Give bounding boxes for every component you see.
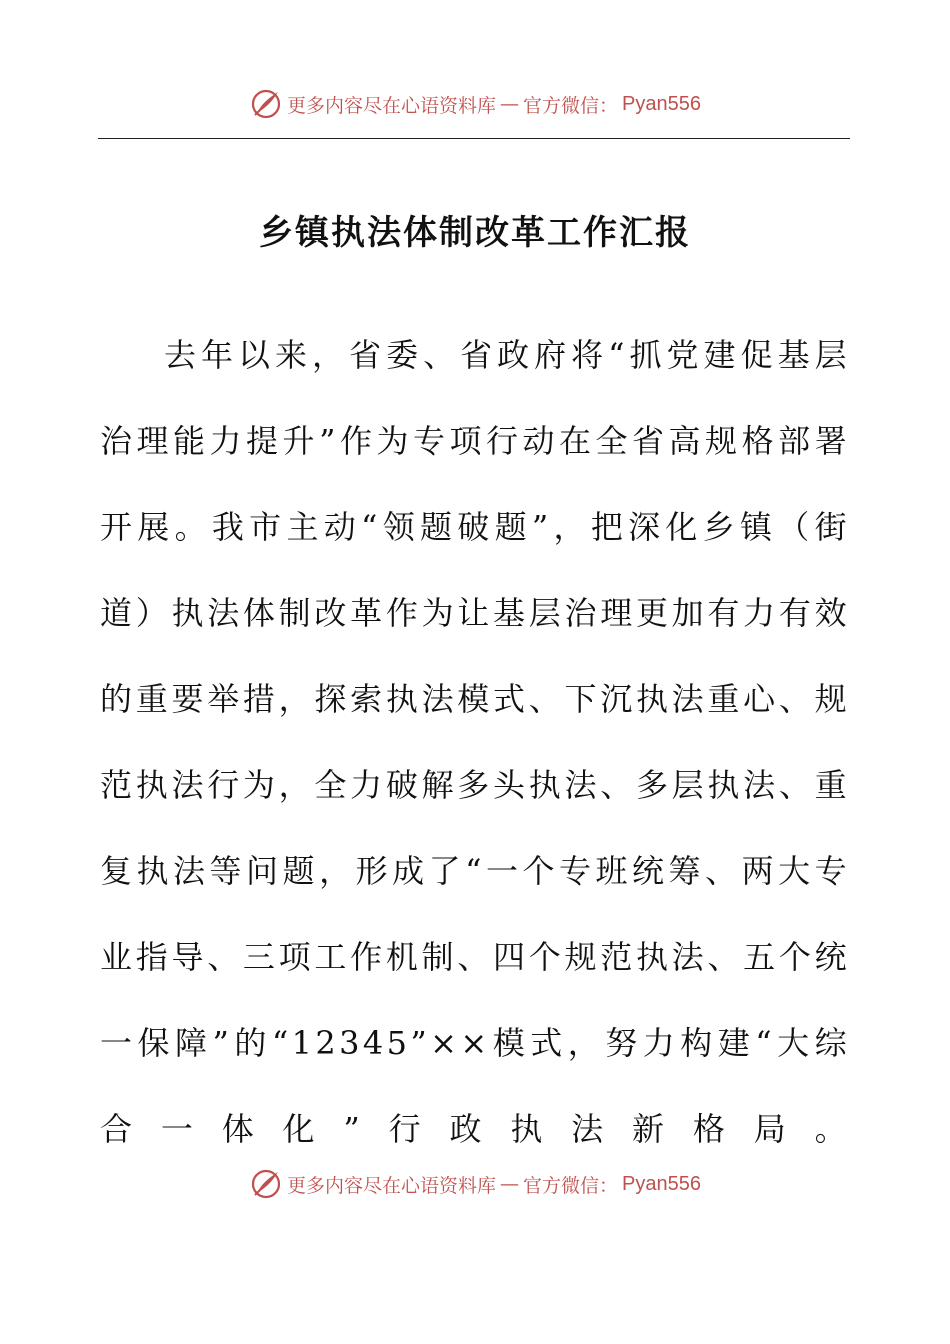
footer-banner-handle: Pyan556: [622, 1172, 701, 1195]
footer-banner-text: 更多内容尽在心语资料库: [287, 1174, 497, 1197]
header-divider: [98, 138, 850, 139]
header-banner: [0, 84, 950, 124]
header-banner-text: 更多内容尽在心语资料库: [287, 94, 497, 117]
document-title: 乡镇执法体制改革工作汇报: [259, 213, 691, 253]
footer-banner-content: [249, 1167, 701, 1201]
header-banner-handle: Pyan556: [622, 92, 701, 115]
header-banner-separator: —: [500, 93, 520, 115]
quill-logo-icon: [249, 87, 283, 121]
footer-banner-label: 官方微信：: [523, 1174, 619, 1197]
header-banner-label: 官方微信：: [523, 94, 619, 117]
document-body: [100, 312, 850, 1172]
body-paragraph: 去年以来，省委、省政府将“抓党建促基层治理能力提升”作为专项行动在全省高规格部署开展。我市主动“领题破题”，把深化乡镇（街道）执法体制改革作为让基层治理更加有力有效的重要举措，探索执法模式、下沉执法重心、规范执法行为，全力破解多头执法、多层执法、重复执法等问题，形成了“一个专班统筹、两大专业指导、三项工作机制、四个规范执法、五个统一保障”的“12345”××模式，努力构建“大综合一体化”行政执法新格局。: [100, 336, 850, 1148]
footer-banner: [0, 1164, 950, 1204]
quill-logo-icon: [249, 1167, 283, 1201]
header-banner-content: [249, 87, 701, 121]
footer-banner-separator: —: [500, 1173, 520, 1195]
